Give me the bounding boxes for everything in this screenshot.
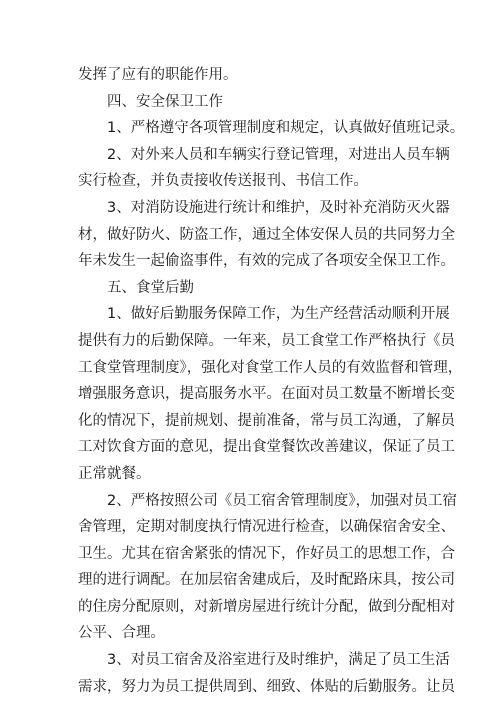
paragraph-line: 年未发生一起偷盗事件，有效的完成了各项安全保卫工作。 — [78, 253, 455, 270]
section-heading: 四、安全保卫工作 — [107, 93, 223, 110]
paragraph-line: 增强服务意识，提高服务水平。在面对员工数量不断增长变 — [78, 386, 455, 403]
paragraph-line: 3、对消防设施进行统计和维护，及时补充消防灭火器 — [107, 199, 450, 216]
paragraph-line: 需求，努力为员工提供周到、细致、体贴的后勤服务。让员 — [78, 678, 455, 695]
paragraph-line: 提供有力的后勤保障。一年来，员工食堂工作严格执行《员 — [78, 332, 455, 349]
paragraph-line: 发挥了应有的职能作用。 — [78, 67, 238, 83]
paragraph-line: 公平、合理。 — [78, 625, 165, 642]
paragraph-line: 化的情况下，提前规划、提前准备，常与员工沟通，了解员 — [78, 412, 455, 429]
paragraph-line: 的住房分配原则，对新增房屋进行统计分配，做到分配相对 — [78, 598, 455, 615]
paragraph-line: 1、做好后勤服务保障工作，为生产经营活动顺利开展 — [107, 306, 450, 323]
paragraph-line: 卫生。尤其在宿舍紧张的情况下，作好员工的思想工作，合 — [78, 545, 455, 562]
paragraph-line: 工对饮食方面的意见，提出食堂餐饮改善建议，保证了员工 — [78, 439, 455, 456]
paragraph-line: 3、对员工宿舍及浴室进行及时维护，满足了员工生活 — [107, 652, 450, 669]
paragraph-line: 材，做好防火、防盗工作，通过全体安保人员的共同努力全 — [78, 226, 455, 243]
paragraph-line: 工食堂管理制度》，强化对食堂工作人员的有效监督和管理， — [78, 359, 463, 376]
document-body — [78, 62, 465, 700]
paragraph-line: 2、严格按照公司《员工宿舍管理制度》，加强对员工宿 — [107, 492, 457, 509]
paragraph-line: 理的进行调配。在加层宿舍建成后，及时配路床具，按公司 — [78, 572, 455, 589]
section-heading: 五、食堂后勤 — [107, 279, 194, 296]
paragraph-line: 实行检查，并负责接收传送报刊、书信工作。 — [78, 173, 368, 190]
paragraph-line: 1、严格遵守各项管理制度和规定，认真做好值班记录。 — [107, 120, 465, 137]
paragraph-line: 正常就餐。 — [78, 465, 151, 482]
paragraph-line: 舍管理，定期对制度执行情况进行检查，以确保宿舍安全、 — [78, 519, 455, 536]
paragraph-line: 2、对外来人员和车辆实行登记管理，对进出人员车辆 — [107, 146, 450, 163]
